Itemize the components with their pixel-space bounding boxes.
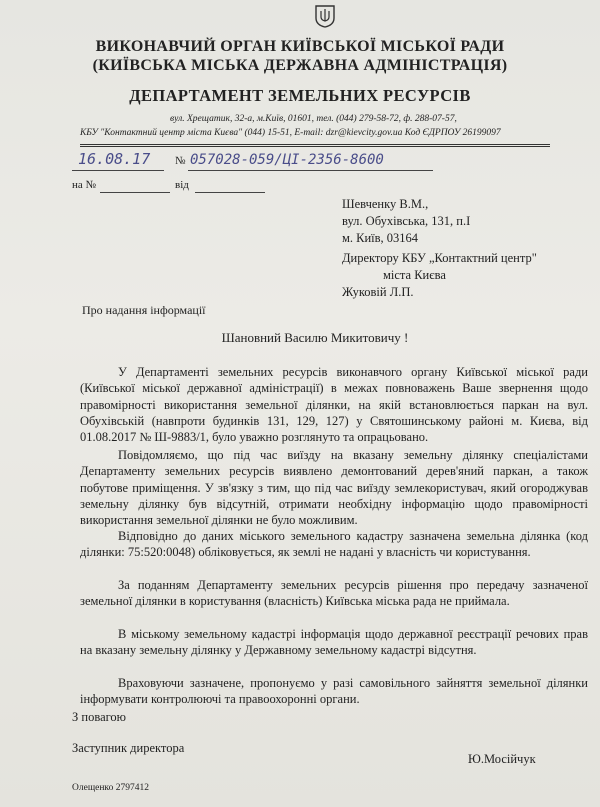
body-paragraph: Повідомляємо, що під час виїзду на вказану земельну ділянку спеціалістами Департаменту земельних ресурсів виявлено демонтований дерев'яний паркан, а також побутове приміщення. У зв'язку з тим, що під час виїзду землекористувач, який огороджував земельну ділянку був відсутній, отримати необхідну інформацію щодо правомірності використання земельної ділянки не було можливим. — [80, 448, 588, 528]
recipient-line: Директору КБУ „Контактний центр" — [342, 251, 537, 265]
body-paragraph: У Департаменті земельних ресурсів виконавчого органу Київської міської ради (Київської міської державної адміністрації) в межах повноважень Ваше звернення щодо правомірності використання земельної ділянки, на якій встановлюється паркан на вул. Обухівській (навпроти будинків 131, 129, 127) у Святошинському районі м. Києва, від 01.08.2017 № Ш-9883/1, було уважно розглянуто та опрацьовано. — [80, 365, 588, 445]
body-paragraph: В міському земельному кадастрі інформація щодо державної реєстрації речових прав на вказану земельну ділянку у Державному земельному кадастрі відсутня. — [80, 627, 588, 658]
reference-date-label: від — [175, 179, 189, 191]
header-divider — [80, 144, 550, 145]
registration-number: 057028-059/ЦІ-2356-8600 — [190, 152, 384, 168]
reference-date-underline — [195, 192, 265, 193]
closing-regards: З повагою — [72, 710, 127, 724]
recipient-line: Шевченку В.М., — [342, 197, 429, 211]
department-title: ДЕПАРТАМЕНТ ЗЕМЕЛЬНИХ РЕСУРСІВ — [129, 86, 471, 105]
date-underline — [72, 170, 164, 171]
header-divider-2 — [80, 146, 550, 147]
recipient-line: Жуковій Л.П. — [342, 285, 414, 299]
recipient-line: вул. Обухівська, 131, п.І — [342, 214, 471, 228]
coat-of-arms-icon — [313, 4, 337, 28]
address-line1: вул. Хрещатик, 32-а, м.Київ, 01601, тел. (044) 279-58-72, ф. 288-07-57, — [170, 114, 457, 124]
body-paragraph: Враховуючи зазначене, пропонуємо у разі самовільного зайняття земельної ділянки інформувати контролюючі та правоохоронні органи. — [80, 676, 588, 707]
org-name-line1: ВИКОНАВЧИЙ ОРГАН КИЇВСЬКОЇ МІСЬКОЇ РАДИ — [95, 38, 505, 55]
address-line2: КБУ "Контактний центр міста Києва" (044) 15-51, E-mail: dzr@kievcity.gov.ua Код ЄДРПОУ 26199097 — [80, 128, 501, 138]
body-paragraph: За поданням Департаменту земельних ресурсів рішення про передачу зазначеної земельної ділянки в користування (власність) Київська міська рада не приймала. — [80, 578, 588, 609]
registration-no-label: № — [175, 155, 186, 167]
letter-subject: Про надання інформації — [82, 303, 206, 317]
recipient-line: міста Києва — [383, 268, 446, 282]
greeting: Шановний Василю Микитовичу ! — [221, 330, 409, 345]
body-paragraph: Відповідно до даних міського земельного кадастру зазначена земельна ділянка (код ділянки: 75:520:0048) обліковується, як землі не надані у власність чи користування. — [80, 529, 588, 560]
signer-name: Ю.Мосійчук — [468, 752, 536, 766]
registration-date: 16.08.17 — [78, 150, 151, 168]
org-name-line2: (КИЇВСЬКА МІСЬКА ДЕРЖАВНА АДМІНІСТРАЦІЯ) — [92, 57, 508, 74]
reference-no-label: на № — [72, 179, 97, 191]
signer-position: Заступник директора — [72, 741, 185, 755]
reference-no-underline — [100, 192, 170, 193]
recipient-line: м. Київ, 03164 — [342, 231, 419, 245]
number-underline — [188, 170, 433, 171]
executor-info: Олещенко 2797412 — [72, 783, 149, 793]
